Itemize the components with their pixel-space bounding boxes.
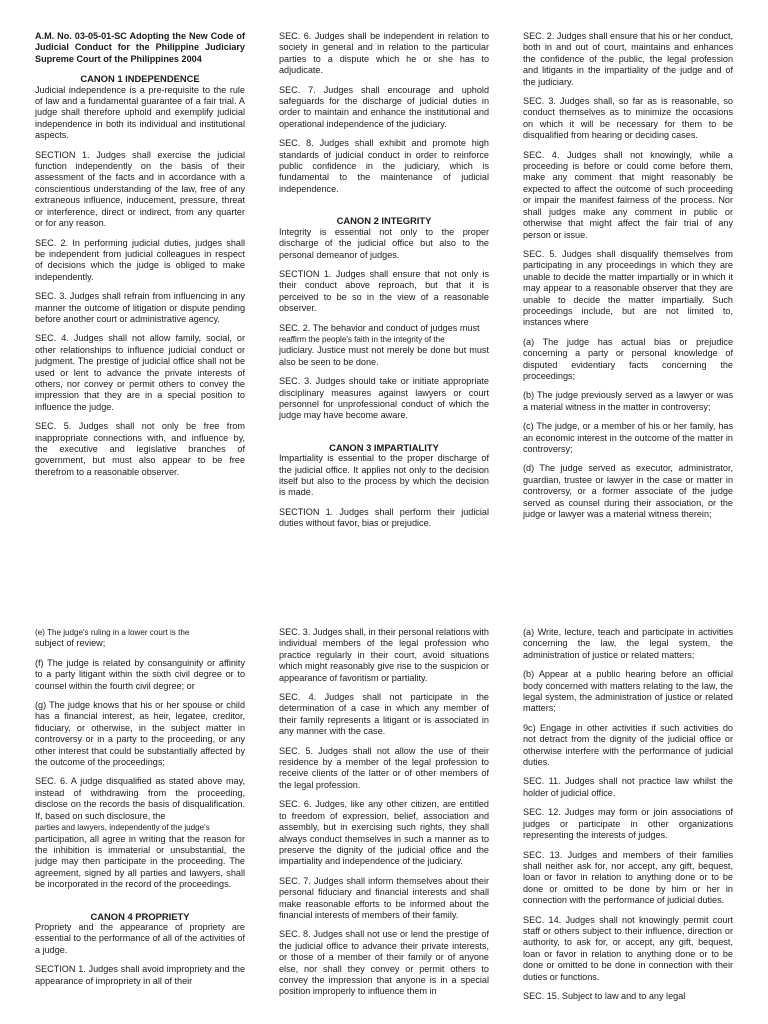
section-paragraph: parties and lawyers, independently of the judge's	[35, 823, 210, 833]
list-item: 9c) Engage in other activities if such activities do not detract from the dignity of the judicial office or otherwise interfere with the performance of judicial duties.	[523, 722, 733, 768]
section-paragraph: SEC. 2. In performing judicial duties, judges shall be independent from judicial colleagues in respect of decisions which the judge is obliged to make independently.	[35, 237, 245, 282]
column-2	[279, 627, 489, 1024]
list-item: subject of review;	[35, 638, 106, 649]
section-paragraph: SEC. 8. Judges shall exhibit and promote high standards of judicial conduct in order to reinforce public confidence in the judiciary, which is fundamental to the maintenance of judicial independence.	[279, 138, 489, 194]
list-item: (a) Write, lecture, teach and participate in activities concerning the law, the legal system, the administration of justice or related matters;	[523, 627, 733, 660]
list-item: (b) Appear at a public hearing before an official body concerned with matters relating to the law, the legal system, the administration of justice or related matters;	[523, 669, 733, 714]
column-1	[35, 31, 245, 561]
section-paragraph: SEC. 6. Judges shall be independent in relation to society in general and in relation to the particular parties to a dispute which he or she has to adjudicate.	[279, 31, 489, 76]
canon-3-heading: CANON 3 IMPARTIALITY	[329, 441, 439, 453]
section-paragraph: SEC. 7. Judges shall encourage and uphold safeguards for the discharge of judicial duties in order to maintain and enhance the institutional and operational independence of the judiciary.	[279, 84, 489, 129]
canon-1-heading: CANON 1 INDEPENDENCE	[80, 73, 200, 85]
list-item-group	[35, 627, 245, 650]
list-item: (f) The judge is related by consanguinity or affinity to a party litigant within the sixth civil degree or to counsel within the fourth civil degree; or	[35, 657, 245, 691]
section-paragraph: SEC. 6. Judges, like any other citizen, are entitled to freedom of expression, belief, association and assembly, but in exercising such rights, they shall always conduct themselves in such a manner as to preserve the dignity of the judicial office and the impartiality and independence of the judiciary.	[279, 799, 489, 867]
list-item: (a) The judge has actual bias or prejudice concerning a party or personal knowledge of disputed evidentiary facts concerning the proceedings;	[523, 336, 733, 381]
section-paragraph: SEC. 5. Judges shall disqualify themselves from participating in any proceedings in which they are unable to decide the matter impartially or in which it may appear to a reasonable observer that they are unable to decide the matter impartially. Such proceedings include, but are not limited to, instances where	[523, 248, 733, 328]
section-paragraph: SEC. 3. Judges shall, in their personal relations with individual members of the legal profession who practice regularly in their court, avoid situations which might reasonably give rise to the suspicion or appearance of favoritism or partiality.	[279, 627, 489, 683]
section-paragraph: SEC. 6. A judge disqualified as stated above may, instead of withdrawing from the proceeding, disclose on the records the basis of disqualification. If, based on such disclosure, the	[35, 776, 245, 821]
section-paragraph: SEC. 2. The behavior and conduct of judges must	[279, 322, 480, 333]
section-paragraph: SEC. 4. Judges shall not knowingly, while a proceeding is before or could come before them, make any comment that might reasonably be expected to affect the outcome of such proceeding or impair the manifest fairness of the process. Nor shall judges make any comment in public or otherwise that might affect the fair trial of any person or issue.	[523, 149, 733, 240]
canon-3-intro: Impartiality is essential to the proper discharge of the judicial office. It applies not only to the decision itself but also to the process by which the decision is made.	[279, 453, 489, 498]
document-title: A.M. No. 03-05-01-SC Adopting the New Code of Judicial Conduct for the Philippine Judiciary Supreme Court of the Philippines 2004	[35, 31, 245, 64]
section-paragraph: SEC. 2. Judges shall ensure that his or her conduct, both in and out of court, maintains and enhances the confidence of the public, the legal profession and litigants in the impartiality of the judge and of the judiciary.	[523, 31, 733, 87]
section-paragraph: SEC. 4. Judges shall not allow family, social, or other relationships to influence judicial conduct or judgment. The prestige of judicial office shall not be used or lent to advance the private interests of others, nor convey or permit others to convey the impression that they are in a special position to influence the judge.	[35, 333, 245, 412]
section-paragraph: participation, all agree in writing that the reason for the inhibition is immaterial or unsubstantial, the judge may then participate in the proceeding. The agreement, signed by all parties and lawyers, shall be incorporated in the record of the proceedings.	[35, 833, 245, 890]
section-paragraph: SEC. 5. Judges shall not allow the use of their residence by a member of the legal profession to receive clients of the latter or of other members of the legal profession.	[279, 745, 489, 790]
section-paragraph-group	[279, 323, 489, 369]
list-item: (c) The judge, or a member of his or her family, has an economic interest in the outcome of the matter in controversy;	[523, 421, 733, 454]
section-paragraph: SEC. 12. Judges may form or join associations of judges or participate in other organizations representing the interests of judges.	[523, 807, 733, 841]
section-paragraph: SEC. 3. Judges shall refrain from influencing in any manner the outcome of litigation or dispute pending before another court or administrative agency.	[35, 291, 245, 324]
column-3	[523, 31, 733, 561]
section-paragraph: SEC. 7. Judges shall inform themselves about their personal fiduciary and financial interests and shall make reasonable efforts to be informed about the financial interests of members of their family.	[279, 875, 489, 920]
section-paragraph: SEC. 3. Judges shall, so far as is reasonable, so conduct themselves as to minimize the occasions on which it will be necessary for them to be disqualified from hearing or deciding cases.	[523, 96, 733, 141]
canon-2-intro: Integrity is essential not only to the proper discharge of the judicial office but also to the personal demeanor of judges.	[279, 226, 489, 260]
column-3	[523, 627, 733, 1024]
list-item: (g) The judge knows that his or her spouse or child has a financial interest, as heir, legatee, creditor, fiduciary, or otherwise, in the subject matter in controversy or in a party to the proceeding, or any other interest that could be substantially affected by the outcome of the proceedings;	[35, 700, 245, 768]
section-paragraph: SEC. 11. Judges shall not practice law whilst the holder of judicial office.	[523, 776, 733, 798]
canon-4-heading: CANON 4 PROPRIETY	[90, 910, 190, 922]
column-2	[279, 31, 489, 561]
section-paragraph: reaffirm the people's faith in the integrity of the	[279, 334, 445, 344]
section-paragraph: SEC. 5. Judges shall not only be free from inappropriate connections with, and influence by, the executive and legislative branches of government, but must also appear to be free therefrom to a reasonable observer.	[35, 421, 245, 477]
list-item: (b) The judge previously served as a lawyer or was a material witness in the matter in controversy;	[523, 390, 733, 412]
page-top	[0, 31, 768, 561]
section-paragraph: SEC. 13. Judges and members of their families shall neither ask for, nor accept, any gift, bequest, loan or favor in relation to anything done or to be done or omitted to be done by him or her in connection with the performance of judicial duties.	[523, 849, 733, 906]
section-paragraph: SEC. 8. Judges shall not use or lend the prestige of the judicial office to advance their private interests, or those of a member of their family or of anyone else, nor shall they convey or permit others to convey the impression that anyone is in a special position improperly to influence them in	[279, 929, 489, 997]
section-paragraph: SECTION 1. Judges shall ensure that not only is their conduct above reproach, but that it is perceived to be so in the view of a reasonable observer.	[279, 268, 489, 314]
section-paragraph: SEC. 15. Subject to law and to any legal	[523, 990, 686, 1001]
page-bottom	[0, 627, 768, 1024]
section-paragraph: SEC. 3. Judges should take or initiate appropriate disciplinary measures against lawyers or court personnel for unprofessional conduct of which the judge may have become aware.	[279, 376, 489, 421]
section-paragraph: SECTION 1. Judges shall avoid impropriety and the appearance of impropriety in all of their	[35, 964, 245, 986]
canon-1-intro: Judicial independence is a pre-requisite to the rule of law and a fundamental guarantee of a fair trial. A judge shall therefore uphold and exemplify judicial independence in both its individual and institutional aspects.	[35, 84, 245, 141]
section-paragraph: SECTION 1. Judges shall perform their judicial duties without favor, bias or prejudice.	[279, 506, 489, 529]
canon-2-heading: CANON 2 INTEGRITY	[336, 215, 432, 227]
section-paragraph: SEC. 4. Judges shall not participate in the determination of a case in which any member of their family represents a litigant or is associated in any manner with the case.	[279, 692, 489, 737]
section-paragraph-group	[35, 776, 245, 890]
column-1	[35, 627, 245, 1024]
list-item: (e) The judge's ruling in a lower court is the	[35, 628, 190, 637]
section-paragraph: SECTION 1. Judges shall exercise the judicial function independently on the basis of their assessment of the facts and in accordance with a conscientious understanding of the law, free of any extraneous influence, inducement, pressure, threat or interference, direct or indirect, from any quarter or for any reason.	[35, 149, 245, 229]
section-paragraph: SEC. 14. Judges shall not knowingly permit court staff or others subject to their influence, direction or authority, to ask for, or accept, any gift, bequest, loan or favor in relation to anything done or to be done or omitted to be done in connection with their duties or functions.	[523, 914, 733, 982]
canon-4-intro: Propriety and the appearance of propriety are essential to the performance of all of the activities of a judge.	[35, 921, 245, 955]
list-item: (d) The judge served as executor, administrator, guardian, trustee or lawyer in the case or matter in controversy, or a former associate of the judge served as counsel during their association, or the judge or lawyer was a material witness therein;	[523, 463, 733, 520]
section-paragraph: judiciary. Justice must not merely be done but must also be seen to be done.	[279, 345, 489, 367]
